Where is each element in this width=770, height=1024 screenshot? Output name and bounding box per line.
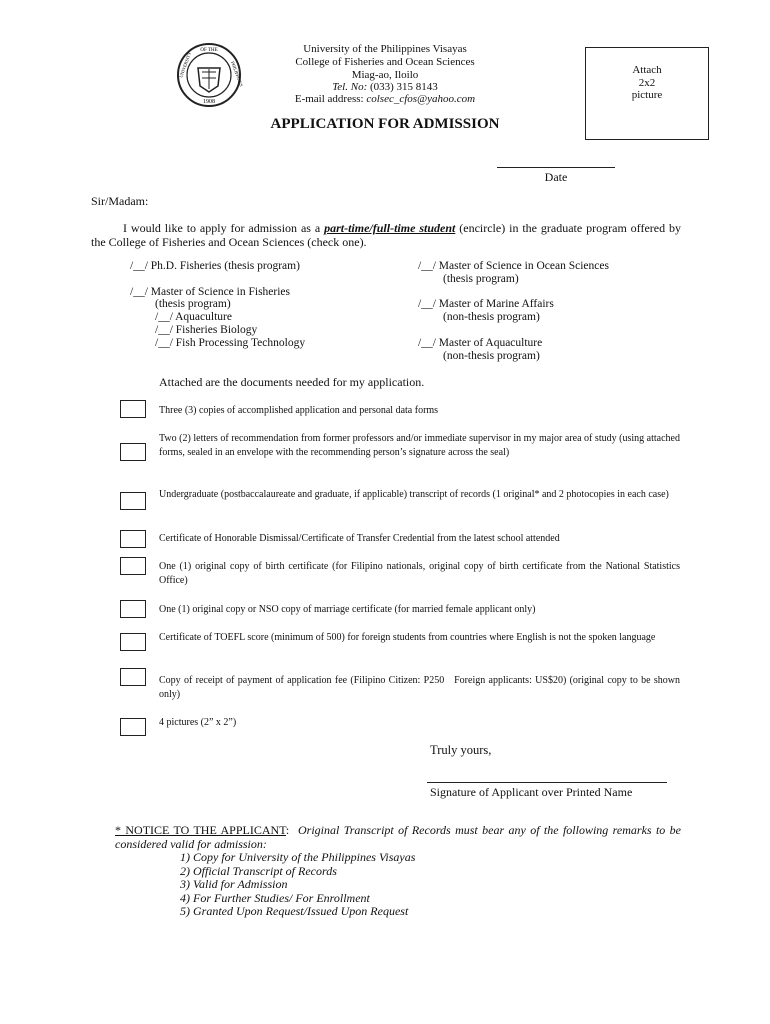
requirement-checkbox[interactable] [120, 443, 146, 461]
intro-after: (encircle) in the graduate program offered by the College of Fisheries and Ocean Sciences (check one). [91, 221, 682, 249]
requirement-checkbox[interactable] [120, 668, 146, 686]
tel-value: (033) 315 8143 [369, 81, 438, 93]
requirement-checkbox[interactable] [120, 557, 146, 575]
requirement-checkbox[interactable] [120, 600, 146, 618]
option-marine-affairs-sub: (non-thesis program) [443, 311, 540, 323]
requirement-checkbox[interactable] [120, 718, 146, 736]
date-field[interactable] [497, 167, 615, 168]
requirement-checkbox[interactable] [120, 400, 146, 418]
option-ms-ocean[interactable]: /__/ Master of Science in Ocean Sciences [418, 260, 609, 272]
salutation: Sir/Madam: [91, 194, 149, 208]
header-college: College of Fisheries and Ocean Sciences [295, 56, 475, 68]
requirement-text: Certificate of TOEFL score (minimum of 500) for foreign students from countries where English is not the spoken language [159, 632, 656, 643]
requirement-text: 4 pictures (2” x 2”) [159, 717, 237, 728]
date-label: Date [544, 170, 568, 184]
option-fisheries-biology[interactable]: /__/ Fisheries Biology [155, 324, 258, 336]
option-master-aquaculture[interactable]: /__/ Master of Aquaculture [418, 337, 543, 349]
requirement-text: Copy of receipt of payment of application fee (Filipino Citizen: P250 Foreign applicants: US$20) (original copy to be shown only) [159, 675, 683, 700]
requirement-checkbox[interactable] [120, 492, 146, 510]
photo-box-line3: picture [631, 89, 663, 101]
notice-list [115, 851, 681, 919]
option-marine-affairs[interactable]: /__/ Master of Marine Affairs [418, 298, 554, 310]
option-aquaculture[interactable]: /__/ Aquaculture [155, 311, 232, 323]
requirement-text: Two (2) letters of recommendation from former professors and/or immediate supervisor in my major area of study (using attached forms, sealed in an envelope with the recommending person’s signature across the seal) [159, 433, 680, 458]
email-label: E-mail address: [294, 93, 364, 105]
requirement-text: One (1) original copy or NSO copy of marriage certificate (for married female applicant only) [159, 604, 536, 615]
requirement-checkbox[interactable] [120, 633, 146, 651]
option-master-aquaculture-sub: (non-thesis program) [443, 350, 540, 362]
email-value: colsec_cfos@yahoo.com [366, 93, 476, 105]
header-address: Miag-ao, Iloilo [351, 69, 419, 81]
option-fish-processing[interactable]: /__/ Fish Processing Technology [155, 337, 306, 349]
notice-item: 1) Copy for University of the Philippines Visayas [180, 850, 416, 864]
notice-text: Original Transcript of Records must bear any of the following remarks to be considered valid for admission: [115, 823, 681, 851]
option-phd[interactable]: /__/ Ph.D. Fisheries (thesis program) [130, 260, 300, 272]
requirement-text: One (1) original copy of birth certificate (for Filipino nationals, original copy of birth certificate from the National Statistics Office) [159, 561, 680, 586]
notice-item: 2) Official Transcript of Records [180, 863, 337, 878]
seal-top-text: OF THE [200, 48, 218, 53]
seal-left-text: UNIVERSITY [178, 51, 193, 79]
closing: Truly yours, [430, 743, 492, 757]
intro-paragraph [91, 222, 681, 249]
notice-item: 3) Valid for Admission [180, 877, 288, 891]
signature-field[interactable] [427, 782, 667, 783]
notice-label: * NOTICE TO THE APPLICANT [115, 823, 286, 837]
requirement-text: Certificate of Honorable Dismissal/Certificate of Transfer Credential from the latest school attended [159, 533, 560, 544]
requirement-text: Undergraduate (postbaccalaureate and graduate, if applicable) transcript of records (1 original* and 2 photocopies in each case) [159, 489, 669, 500]
requirement-text: Three (3) copies of accomplished application and personal data forms [159, 405, 439, 416]
notice-item: 5) Granted Upon Request/Issued Upon Request [180, 904, 409, 918]
option-ms-ocean-sub: (thesis program) [443, 273, 519, 285]
page-title: APPLICATION FOR ADMISSION [270, 116, 500, 132]
photo-box-line2: 2x2 [638, 76, 656, 89]
notice-section: * NOTICE TO THE APPLICANT: Original Transcript of Records must bear any of the following remarks to be considered valid for admission: 1) Copy for University of the Philippines Visayas 2) Official Transcript of Records 3) Valid for Admission 4) For Further Studies/ For Enrollment 5) Granted Upon Request/Issued Upon Request [115, 823, 681, 918]
notice-item: 4) For Further Studies/ For Enrollment [180, 890, 370, 905]
header-university: University of the Philippines Visayas [303, 43, 467, 55]
tel-label: Tel. No: [332, 81, 368, 93]
intro-before: I would like to apply for admission as a [123, 221, 321, 235]
documents-intro: Attached are the documents needed for my application. [159, 375, 425, 389]
option-ms-fisheries-sub: (thesis program) [155, 298, 231, 310]
photo-box [585, 47, 709, 140]
option-ms-fisheries[interactable]: /__/ Master of Science in Fisheries [130, 286, 291, 298]
seal-right-text: PHILIPPINES [230, 60, 244, 88]
photo-box-line1: Attach [632, 64, 662, 76]
signature-label: Signature of Applicant over Printed Name [430, 785, 633, 799]
header-email [220, 93, 550, 106]
seal-year: 1908 [203, 99, 215, 105]
student-type-emphasis[interactable]: part-time/full-time student [324, 221, 456, 235]
header-tel [240, 81, 530, 94]
requirement-checkbox[interactable] [120, 530, 146, 548]
